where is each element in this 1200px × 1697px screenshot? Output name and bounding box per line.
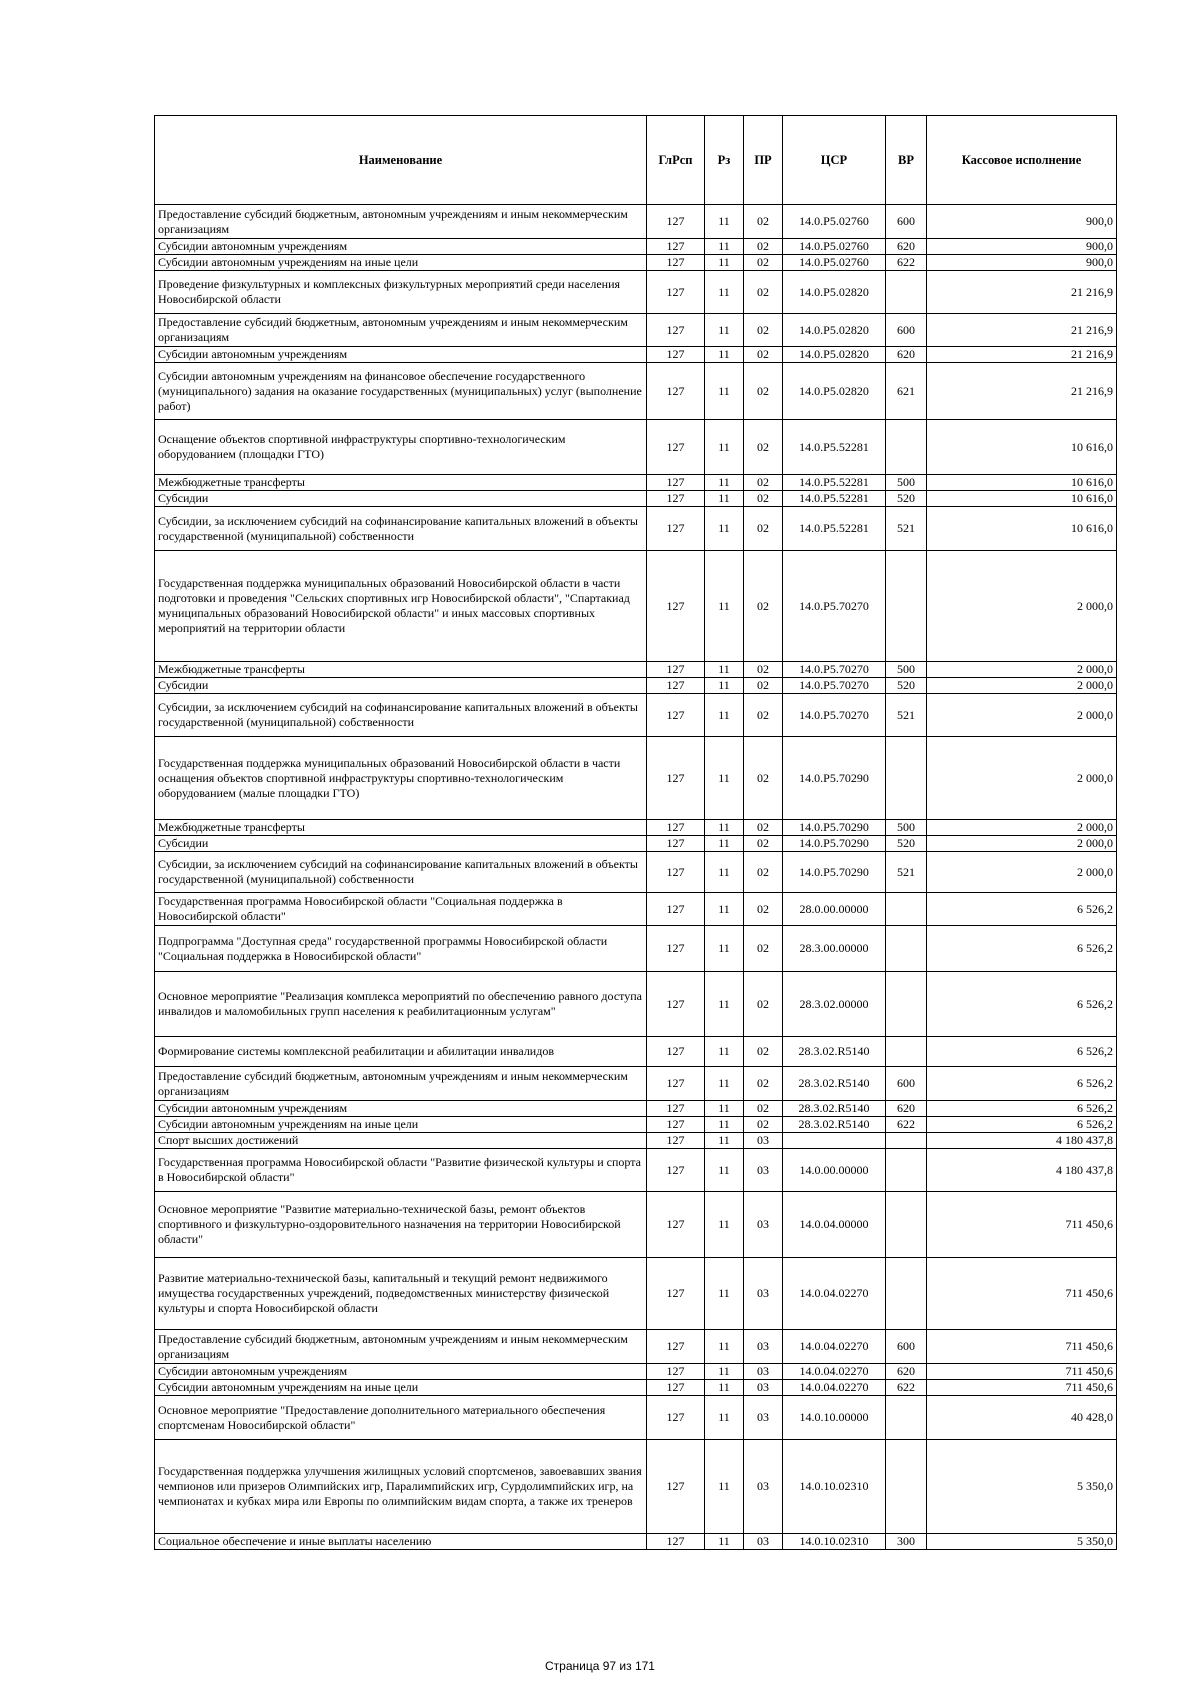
cell-amount: 4 180 437,8 xyxy=(927,1133,1117,1149)
cell-vr xyxy=(886,972,927,1037)
cell-amount: 711 450,6 xyxy=(927,1364,1117,1380)
cell-csr: 14.0.10.00000 xyxy=(783,1396,886,1440)
cell-csr: 14.0.04.02270 xyxy=(783,1380,886,1396)
cell-pr: 02 xyxy=(744,347,783,363)
cell-name: Предоставление субсидий бюджетным, автономным учреждениям и иным некоммерческим организациям xyxy=(155,205,647,239)
cell-amount: 6 526,2 xyxy=(927,1117,1117,1133)
cell-amount: 6 526,2 xyxy=(927,1101,1117,1117)
cell-vr xyxy=(886,271,927,314)
cell-name: Предоставление субсидий бюджетным, автономным учреждениям и иным некоммерческим организациям xyxy=(155,1330,647,1364)
cell-rz: 11 xyxy=(705,1440,744,1534)
cell-name: Оснащение объектов спортивной инфраструктуры спортивно-технологическим оборудованием (площадки ГТО) xyxy=(155,420,647,475)
cell-amount: 10 616,0 xyxy=(927,491,1117,507)
cell-rz: 11 xyxy=(705,1380,744,1396)
cell-name: Межбюджетные трансферты xyxy=(155,820,647,836)
cell-rz: 11 xyxy=(705,1149,744,1192)
cell-glrsp: 127 xyxy=(647,551,705,662)
table-row xyxy=(155,1067,1117,1101)
cell-amount: 6 526,2 xyxy=(927,893,1117,926)
cell-glrsp: 127 xyxy=(647,662,705,678)
table-row xyxy=(155,972,1117,1037)
cell-csr xyxy=(783,1133,886,1149)
table-row xyxy=(155,1364,1117,1380)
cell-glrsp: 127 xyxy=(647,1117,705,1133)
cell-name: Субсидии xyxy=(155,491,647,507)
cell-name: Субсидии автономным учреждениям xyxy=(155,347,647,363)
cell-vr xyxy=(886,1149,927,1192)
cell-rz: 11 xyxy=(705,926,744,972)
cell-amount: 2 000,0 xyxy=(927,852,1117,893)
cell-vr: 500 xyxy=(886,662,927,678)
cell-pr: 02 xyxy=(744,820,783,836)
table-header-row xyxy=(155,116,1117,205)
cell-csr: 28.3.02.R5140 xyxy=(783,1067,886,1101)
cell-pr: 02 xyxy=(744,737,783,820)
cell-rz: 11 xyxy=(705,205,744,239)
cell-csr: 14.0.04.02270 xyxy=(783,1258,886,1330)
cell-amount: 900,0 xyxy=(927,239,1117,255)
cell-amount: 10 616,0 xyxy=(927,420,1117,475)
cell-rz: 11 xyxy=(705,694,744,737)
cell-rz: 11 xyxy=(705,1364,744,1380)
cell-vr: 600 xyxy=(886,314,927,347)
cell-glrsp: 127 xyxy=(647,475,705,491)
cell-amount: 5 350,0 xyxy=(927,1440,1117,1534)
cell-pr: 03 xyxy=(744,1149,783,1192)
table-row xyxy=(155,852,1117,893)
cell-csr: 14.0.P5.02820 xyxy=(783,363,886,420)
cell-glrsp: 127 xyxy=(647,926,705,972)
cell-glrsp: 127 xyxy=(647,271,705,314)
cell-csr: 28.3.02.00000 xyxy=(783,972,886,1037)
cell-pr: 02 xyxy=(744,363,783,420)
cell-amount: 6 526,2 xyxy=(927,926,1117,972)
cell-vr xyxy=(886,1133,927,1149)
cell-csr: 28.3.00.00000 xyxy=(783,926,886,972)
table-row xyxy=(155,255,1117,271)
cell-vr xyxy=(886,1258,927,1330)
cell-amount: 5 350,0 xyxy=(927,1534,1117,1550)
cell-pr: 02 xyxy=(744,694,783,737)
cell-pr: 02 xyxy=(744,205,783,239)
cell-glrsp: 127 xyxy=(647,255,705,271)
cell-csr: 14.0.10.02310 xyxy=(783,1440,886,1534)
cell-vr xyxy=(886,1440,927,1534)
table-row xyxy=(155,1440,1117,1534)
cell-rz: 11 xyxy=(705,678,744,694)
cell-rz: 11 xyxy=(705,347,744,363)
cell-glrsp: 127 xyxy=(647,314,705,347)
cell-name: Субсидии автономным учреждениям на иные цели xyxy=(155,255,647,271)
cell-glrsp: 127 xyxy=(647,1364,705,1380)
cell-name: Субсидии автономным учреждениям xyxy=(155,239,647,255)
cell-csr: 28.3.02.R5140 xyxy=(783,1101,886,1117)
cell-pr: 03 xyxy=(744,1330,783,1364)
cell-amount: 900,0 xyxy=(927,255,1117,271)
cell-rz: 11 xyxy=(705,972,744,1037)
table-row xyxy=(155,820,1117,836)
cell-vr: 521 xyxy=(886,694,927,737)
cell-pr: 02 xyxy=(744,314,783,347)
cell-amount: 2 000,0 xyxy=(927,836,1117,852)
cell-glrsp: 127 xyxy=(647,1534,705,1550)
table-row xyxy=(155,836,1117,852)
cell-pr: 02 xyxy=(744,678,783,694)
cell-name: Формирование системы комплексной реабилитации и абилитации инвалидов xyxy=(155,1037,647,1067)
cell-pr: 03 xyxy=(744,1440,783,1534)
cell-name: Субсидии xyxy=(155,678,647,694)
cell-rz: 11 xyxy=(705,1101,744,1117)
cell-rz: 11 xyxy=(705,1192,744,1258)
cell-pr: 02 xyxy=(744,893,783,926)
table-row xyxy=(155,662,1117,678)
cell-rz: 11 xyxy=(705,737,744,820)
cell-amount: 6 526,2 xyxy=(927,1067,1117,1101)
cell-pr: 03 xyxy=(744,1364,783,1380)
cell-glrsp: 127 xyxy=(647,1440,705,1534)
cell-pr: 02 xyxy=(744,926,783,972)
table-row xyxy=(155,239,1117,255)
table-row xyxy=(155,926,1117,972)
cell-rz: 11 xyxy=(705,1067,744,1101)
cell-csr: 14.0.P5.52281 xyxy=(783,420,886,475)
cell-vr xyxy=(886,551,927,662)
cell-glrsp: 127 xyxy=(647,507,705,551)
cell-amount: 711 450,6 xyxy=(927,1258,1117,1330)
budget-table xyxy=(154,115,1117,1550)
cell-csr: 14.0.P5.70290 xyxy=(783,852,886,893)
table-row xyxy=(155,893,1117,926)
cell-amount: 6 526,2 xyxy=(927,1037,1117,1067)
cell-csr: 14.0.P5.02820 xyxy=(783,314,886,347)
cell-name: Основное мероприятие "Предоставление дополнительного материального обеспечения спортсменам Новосибирской области" xyxy=(155,1396,647,1440)
cell-csr: 14.0.P5.70270 xyxy=(783,694,886,737)
cell-name: Социальное обеспечение и иные выплаты населению xyxy=(155,1534,647,1550)
table-row xyxy=(155,1117,1117,1133)
cell-vr: 622 xyxy=(886,1380,927,1396)
table-row xyxy=(155,347,1117,363)
cell-rz: 11 xyxy=(705,662,744,678)
cell-csr: 14.0.04.02270 xyxy=(783,1364,886,1380)
cell-rz: 11 xyxy=(705,551,744,662)
table-row xyxy=(155,1149,1117,1192)
table-row xyxy=(155,491,1117,507)
cell-amount: 2 000,0 xyxy=(927,694,1117,737)
cell-pr: 02 xyxy=(744,239,783,255)
table-row xyxy=(155,475,1117,491)
cell-rz: 11 xyxy=(705,255,744,271)
cell-name: Субсидии, за исключением субсидий на софинансирование капитальных вложений в объекты государственной (муниципальной) собственности xyxy=(155,852,647,893)
cell-glrsp: 127 xyxy=(647,347,705,363)
cell-rz: 11 xyxy=(705,507,744,551)
cell-glrsp: 127 xyxy=(647,1101,705,1117)
cell-rz: 11 xyxy=(705,1534,744,1550)
cell-name: Государственная программа Новосибирской области "Социальная поддержка в Новосибирской области" xyxy=(155,893,647,926)
cell-pr: 02 xyxy=(744,836,783,852)
cell-vr: 520 xyxy=(886,836,927,852)
cell-name: Субсидии автономным учреждениям на финансовое обеспечение государственного (муниципального) задания на оказание государственных (муниципальных) услуг (выполнение работ) xyxy=(155,363,647,420)
cell-pr: 02 xyxy=(744,1037,783,1067)
table-row xyxy=(155,271,1117,314)
cell-vr: 520 xyxy=(886,491,927,507)
cell-name: Межбюджетные трансферты xyxy=(155,662,647,678)
cell-name: Подпрограмма "Доступная среда" государственной программы Новосибирской области "Социальная поддержка в Новосибирской области" xyxy=(155,926,647,972)
table-row xyxy=(155,363,1117,420)
cell-pr: 02 xyxy=(744,420,783,475)
cell-pr: 02 xyxy=(744,271,783,314)
cell-name: Субсидии автономным учреждениям xyxy=(155,1101,647,1117)
cell-vr xyxy=(886,1396,927,1440)
header-rz: Рз xyxy=(705,116,744,205)
cell-rz: 11 xyxy=(705,893,744,926)
cell-vr: 622 xyxy=(886,1117,927,1133)
cell-glrsp: 127 xyxy=(647,205,705,239)
cell-pr: 02 xyxy=(744,662,783,678)
cell-amount: 2 000,0 xyxy=(927,678,1117,694)
cell-amount: 711 450,6 xyxy=(927,1192,1117,1258)
cell-amount: 21 216,9 xyxy=(927,363,1117,420)
cell-vr: 620 xyxy=(886,239,927,255)
table-row xyxy=(155,1396,1117,1440)
cell-amount: 21 216,9 xyxy=(927,314,1117,347)
cell-csr: 14.0.P5.70270 xyxy=(783,662,886,678)
cell-vr: 620 xyxy=(886,1101,927,1117)
cell-glrsp: 127 xyxy=(647,836,705,852)
cell-rz: 11 xyxy=(705,1258,744,1330)
table-row xyxy=(155,1037,1117,1067)
cell-csr: 14.0.P5.02820 xyxy=(783,347,886,363)
cell-name: Основное мероприятие "Реализация комплекса мероприятий по обеспечению равного доступа инвалидов и маломобильных групп населения к реабилитационным услугам" xyxy=(155,972,647,1037)
cell-rz: 11 xyxy=(705,1037,744,1067)
cell-amount: 10 616,0 xyxy=(927,475,1117,491)
cell-vr: 600 xyxy=(886,205,927,239)
cell-csr: 14.0.P5.02820 xyxy=(783,271,886,314)
table-row xyxy=(155,1133,1117,1149)
cell-amount: 711 450,6 xyxy=(927,1380,1117,1396)
cell-rz: 11 xyxy=(705,1117,744,1133)
cell-vr: 300 xyxy=(886,1534,927,1550)
cell-vr: 521 xyxy=(886,852,927,893)
cell-name: Предоставление субсидий бюджетным, автономным учреждениям и иным некоммерческим организациям xyxy=(155,314,647,347)
cell-pr: 02 xyxy=(744,507,783,551)
cell-vr: 621 xyxy=(886,363,927,420)
cell-csr: 14.0.P5.70270 xyxy=(783,551,886,662)
cell-amount: 40 428,0 xyxy=(927,1396,1117,1440)
cell-glrsp: 127 xyxy=(647,363,705,420)
cell-vr xyxy=(886,893,927,926)
table-row xyxy=(155,551,1117,662)
table-row xyxy=(155,420,1117,475)
cell-rz: 11 xyxy=(705,314,744,347)
cell-glrsp: 127 xyxy=(647,239,705,255)
table-row xyxy=(155,314,1117,347)
cell-amount: 6 526,2 xyxy=(927,972,1117,1037)
cell-pr: 02 xyxy=(744,1101,783,1117)
cell-glrsp: 127 xyxy=(647,1149,705,1192)
cell-csr: 14.0.10.02310 xyxy=(783,1534,886,1550)
cell-amount: 10 616,0 xyxy=(927,507,1117,551)
cell-glrsp: 127 xyxy=(647,420,705,475)
cell-pr: 02 xyxy=(744,551,783,662)
cell-glrsp: 127 xyxy=(647,1380,705,1396)
cell-pr: 02 xyxy=(744,852,783,893)
cell-amount: 711 450,6 xyxy=(927,1330,1117,1364)
cell-csr: 14.0.P5.02760 xyxy=(783,255,886,271)
cell-csr: 14.0.P5.52281 xyxy=(783,475,886,491)
cell-vr: 500 xyxy=(886,475,927,491)
cell-vr xyxy=(886,420,927,475)
cell-name: Субсидии, за исключением субсидий на софинансирование капитальных вложений в объекты государственной (муниципальной) собственности xyxy=(155,694,647,737)
cell-rz: 11 xyxy=(705,1396,744,1440)
cell-csr: 14.0.P5.70290 xyxy=(783,820,886,836)
cell-rz: 11 xyxy=(705,363,744,420)
cell-glrsp: 127 xyxy=(647,893,705,926)
cell-vr xyxy=(886,1037,927,1067)
cell-rz: 11 xyxy=(705,491,744,507)
cell-glrsp: 127 xyxy=(647,820,705,836)
cell-pr: 03 xyxy=(744,1133,783,1149)
cell-vr xyxy=(886,926,927,972)
cell-name: Субсидии, за исключением субсидий на софинансирование капитальных вложений в объекты государственной (муниципальной) собственности xyxy=(155,507,647,551)
cell-name: Основное мероприятие "Развитие материально-технической базы, ремонт объектов спортивного и физкультурно-оздоровительного назначения на территории Новосибирской области" xyxy=(155,1192,647,1258)
cell-csr: 14.0.04.00000 xyxy=(783,1192,886,1258)
cell-pr: 02 xyxy=(744,972,783,1037)
cell-rz: 11 xyxy=(705,239,744,255)
table-row xyxy=(155,1380,1117,1396)
cell-vr: 500 xyxy=(886,820,927,836)
cell-amount: 4 180 437,8 xyxy=(927,1149,1117,1192)
cell-name: Субсидии автономным учреждениям на иные цели xyxy=(155,1117,647,1133)
table-body xyxy=(155,205,1117,1550)
cell-vr xyxy=(886,1192,927,1258)
cell-vr: 521 xyxy=(886,507,927,551)
cell-csr: 28.3.02.R5140 xyxy=(783,1037,886,1067)
cell-name: Развитие материально-технической базы, капитальный и текущий ремонт недвижимого имущества государственных учреждений, подведомственных министерству физической культуры и спорта Новосибирской области xyxy=(155,1258,647,1330)
cell-rz: 11 xyxy=(705,420,744,475)
page-number: Страница 97 из 171 xyxy=(545,1659,655,1673)
cell-amount: 2 000,0 xyxy=(927,551,1117,662)
header-csr: ЦСР xyxy=(783,116,886,205)
cell-glrsp: 127 xyxy=(647,1258,705,1330)
cell-glrsp: 127 xyxy=(647,678,705,694)
cell-glrsp: 127 xyxy=(647,737,705,820)
cell-rz: 11 xyxy=(705,836,744,852)
cell-glrsp: 127 xyxy=(647,1037,705,1067)
cell-pr: 03 xyxy=(744,1380,783,1396)
table-row xyxy=(155,737,1117,820)
cell-vr: 622 xyxy=(886,255,927,271)
cell-vr xyxy=(886,737,927,820)
cell-name: Государственная поддержка муниципальных образований Новосибирской области в части подготовки и проведения "Сельских спортивных игр Новосибирской области", "Спартакиад муниципальных образований Новосибирской области" и иных массовых спортивных мероприятий на территории области xyxy=(155,551,647,662)
table-row xyxy=(155,507,1117,551)
cell-vr: 600 xyxy=(886,1330,927,1364)
table-row xyxy=(155,678,1117,694)
cell-pr: 02 xyxy=(744,1117,783,1133)
cell-amount: 2 000,0 xyxy=(927,737,1117,820)
header-pr: ПР xyxy=(744,116,783,205)
table-row xyxy=(155,1192,1117,1258)
cell-glrsp: 127 xyxy=(647,1330,705,1364)
cell-vr: 520 xyxy=(886,678,927,694)
cell-glrsp: 127 xyxy=(647,1133,705,1149)
cell-rz: 11 xyxy=(705,475,744,491)
cell-glrsp: 127 xyxy=(647,1192,705,1258)
cell-name: Субсидии автономным учреждениям на иные цели xyxy=(155,1380,647,1396)
cell-glrsp: 127 xyxy=(647,972,705,1037)
cell-name: Проведение физкультурных и комплексных физкультурных мероприятий среди населения Новосибирской области xyxy=(155,271,647,314)
table-row xyxy=(155,1101,1117,1117)
cell-rz: 11 xyxy=(705,271,744,314)
cell-csr: 14.0.P5.52281 xyxy=(783,507,886,551)
cell-glrsp: 127 xyxy=(647,1396,705,1440)
cell-pr: 02 xyxy=(744,255,783,271)
cell-rz: 11 xyxy=(705,820,744,836)
cell-csr: 14.0.P5.70270 xyxy=(783,678,886,694)
cell-glrsp: 127 xyxy=(647,852,705,893)
cell-rz: 11 xyxy=(705,1133,744,1149)
cell-csr: 14.0.P5.70290 xyxy=(783,737,886,820)
cell-csr: 14.0.P5.70290 xyxy=(783,836,886,852)
cell-pr: 02 xyxy=(744,1067,783,1101)
cell-vr: 620 xyxy=(886,347,927,363)
cell-amount: 900,0 xyxy=(927,205,1117,239)
cell-name: Государственная программа Новосибирской области "Развитие физической культуры и спорта в Новосибирской области" xyxy=(155,1149,647,1192)
cell-glrsp: 127 xyxy=(647,1067,705,1101)
cell-name: Субсидии xyxy=(155,836,647,852)
cell-rz: 11 xyxy=(705,852,744,893)
cell-vr: 620 xyxy=(886,1364,927,1380)
cell-name: Предоставление субсидий бюджетным, автономным учреждениям и иным некоммерческим организациям xyxy=(155,1067,647,1101)
cell-name: Государственная поддержка муниципальных образований Новосибирской области в части оснащения объектов спортивной инфраструктуры спортивно-технологическим оборудованием (малые площадки ГТО) xyxy=(155,737,647,820)
cell-glrsp: 127 xyxy=(647,694,705,737)
cell-csr: 14.0.P5.02760 xyxy=(783,205,886,239)
cell-amount: 21 216,9 xyxy=(927,347,1117,363)
cell-name: Субсидии автономным учреждениям xyxy=(155,1364,647,1380)
header-name: Наименование xyxy=(155,116,647,205)
cell-rz: 11 xyxy=(705,1330,744,1364)
table-row xyxy=(155,1534,1117,1550)
cell-pr: 03 xyxy=(744,1534,783,1550)
cell-csr: 28.0.00.00000 xyxy=(783,893,886,926)
cell-pr: 03 xyxy=(744,1396,783,1440)
cell-csr: 14.0.P5.02760 xyxy=(783,239,886,255)
table-row xyxy=(155,1330,1117,1364)
cell-csr: 14.0.04.02270 xyxy=(783,1330,886,1364)
table-row xyxy=(155,1258,1117,1330)
header-vr: ВР xyxy=(886,116,927,205)
cell-csr: 14.0.00.00000 xyxy=(783,1149,886,1192)
cell-amount: 2 000,0 xyxy=(927,820,1117,836)
table-row xyxy=(155,205,1117,239)
cell-amount: 21 216,9 xyxy=(927,271,1117,314)
cell-pr: 02 xyxy=(744,491,783,507)
header-amount: Кассовое исполнение xyxy=(927,116,1117,205)
cell-pr: 03 xyxy=(744,1192,783,1258)
cell-glrsp: 127 xyxy=(647,491,705,507)
cell-csr: 14.0.P5.52281 xyxy=(783,491,886,507)
cell-pr: 03 xyxy=(744,1258,783,1330)
cell-csr: 28.3.02.R5140 xyxy=(783,1117,886,1133)
cell-name: Государственная поддержка улучшения жилищных условий спортсменов, завоевавших звания чемпионов или призеров Олимпийских игр, Паралимпийских игр, Сурдолимпийских игр, на чемпионатах и кубках мира или Европы по олимпийским видам спорта, а также их тренеров xyxy=(155,1440,647,1534)
cell-amount: 2 000,0 xyxy=(927,662,1117,678)
cell-name: Спорт высших достижений xyxy=(155,1133,647,1149)
cell-vr: 600 xyxy=(886,1067,927,1101)
cell-pr: 02 xyxy=(744,475,783,491)
table-row xyxy=(155,694,1117,737)
cell-name: Межбюджетные трансферты xyxy=(155,475,647,491)
header-glrsp: ГлРсп xyxy=(647,116,705,205)
